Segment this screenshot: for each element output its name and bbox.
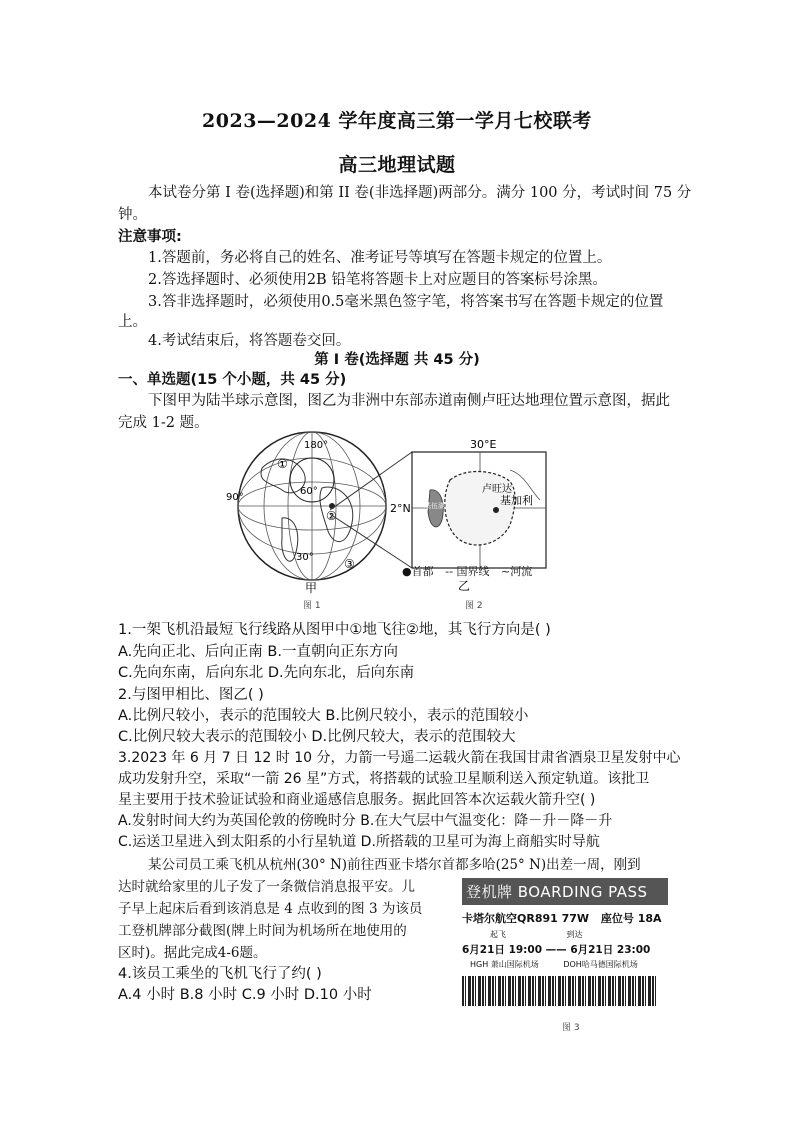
passage-2-line-5: 区时)。据此完成4-6题。 [118,945,267,961]
figure-3-caption: 图 3 [562,1023,580,1033]
boarding-pass [462,878,668,1018]
map-legend [402,563,532,579]
legend-border: -- 国界线 [445,565,490,578]
question-1-options-cd: C.先向东南，后向东北 D.先向东北，后向东南 [118,665,415,681]
question-4-options: A.4 小时 B.8 小时 C.9 小时 D.10 小时 [118,987,372,1003]
part-heading: 一、单选题(15 个小题，共 45 分) [118,372,347,388]
globe-name: 甲 [305,581,318,595]
boarding-pass-labels-row [462,929,668,940]
note-3: 3.答非选择题时，必须使用0.5毫米黑色签字笔，将答案书写在答题卡规定的位置 [148,294,664,310]
question-1-options-ab: A.先向正北、后向正南 B.一直朝向正东方向 [118,644,398,660]
boarding-pass-header: 登机牌 BOARDING PASS [462,878,668,905]
figure-1-caption: 图 1 [303,601,321,611]
depart-label: 起飞 [490,930,506,939]
figure-2-caption: 图 2 [465,601,483,611]
boarding-pass-flight: 卡塔尔航空QR891 77W [462,912,590,925]
globe-label-90: 90° [226,492,244,503]
passage-2-line-4: 工登机牌部分截图(牌上时间为机场所在地使用的 [118,923,407,939]
exam-title: 2023—2024 学年度高三第一学月七校联考 [202,110,592,132]
question-1: 1.一架飞机沿最短飞行线路从图甲中①地飞往②地，其飞行方向是( ) [118,622,551,638]
intro-line-2: 钟。 [118,207,147,223]
question-3-line-1: 3.2023 年 6 月 7 日 12 时 10 分，力箭一号遥二运载火箭在我国甘肃省酒泉卫星发射中心 [118,750,681,766]
arrive-label: 到达 [566,930,583,939]
boarding-pass-times-row: 6月21日 19:00 —— 6月21日 23:00 [462,944,651,956]
question-3-options-ab: A.发射时间大约为英国伦敦的傍晚时分 B.在大气层中气温变化：降－升－降－升 [118,813,613,829]
passage-2-line-2: 达时就给家里的儿子发了一条微信消息报平安。儿 [118,879,415,895]
note-2: 2.答选择题时、必须使用2B 铅笔将答题卡上对应题目的答案标号涂黑。 [148,272,607,288]
passage-2-line-3: 子早上起床后看到该消息是 4 点收到的图 3 为该员 [118,901,423,917]
boarding-pass-flight-row [462,910,668,926]
note-4: 4.考试结束后，将答题卷交回。 [148,333,351,349]
rwanda-label-capital: 基加利 [500,494,533,507]
legend-river: ~河流 [501,565,533,578]
note-1: 1.答题前，务必将自己的姓名、准考证号等填写在答题卡规定的位置上。 [148,250,612,266]
passage-2-line-1: 某公司员工乘飞机从杭州(30° N)前往西亚卡塔尔首都多哈(25° N)出差一周，刚到 [148,857,641,873]
passage-1-line-2: 完成 1-2 题。 [118,415,209,431]
rwanda-name: 乙 [458,579,471,593]
question-2: 2.与图甲相比、图乙( ) [118,687,264,703]
passage-1-line-1: 下图甲为陆半球示意图，图乙为非洲中东部赤道南侧卢旺达地理位置示意图，据此 [148,393,670,409]
boarding-pass-seat: 座位号 18A [600,912,662,925]
depart-airport: HGH 萧山国际机场 [470,960,539,969]
globe-point-3: ③ [344,557,355,571]
globe-point-2: ② [326,509,337,523]
notice-heading: 注意事项: [118,229,182,245]
rwanda-label-lat: 2°N [390,502,411,515]
rwanda-label-lake: 基伍湖 [424,502,445,510]
question-3-line-3: 星主要用于技术验证试验和商业遥感信息服务。据此回答本次运载火箭升空( ) [118,792,596,808]
globe-label-180: 180° [304,440,329,451]
globe-label-60: 60° [300,486,318,497]
arrive-time: 6月21日 23:00 [570,944,651,956]
intro-line-1: 本试卷分第 I 卷(选择题)和第 II 卷(非选择题)两部分。满分 100 分，考试时间 75 分 [148,185,692,201]
note-3-cont: 上。 [118,314,147,330]
exam-subtitle: 高三地理试题 [338,154,456,176]
question-4: 4.该员工乘坐的飞机飞行了约( ) [118,966,322,982]
question-2-options-cd: C.比例尺较大表示的范围较小 D.比例尺较大，表示的范围较大 [118,729,516,745]
boarding-pass-barcode [462,976,658,1006]
question-3-options-cd: C.运送卫星进入到太阳系的小行星轨道 D.所搭载的卫星可为海上商船实时导航 [118,834,600,850]
rwanda-label-lon: 30°E [470,440,497,451]
section-heading: 第 I 卷(选择题 共 45 分) [314,352,480,368]
legend-capital: ●首都 [402,565,434,578]
globe-point-1: ① [277,457,288,471]
globe-label-30: 30° [296,552,314,563]
arrive-airport: DOH哈马德国际机场 [563,960,638,969]
rwanda-label-country: 卢旺达 [482,484,512,495]
question-2-options-ab: A.比例尺较小，表示的范围较大 B.比例尺较小，表示的范围较小 [118,708,529,724]
question-3-line-2: 成功发射升空，采取“一箭 26 星”方式，将搭载的试验卫星顺利送入预定轨道。该批卫 [118,771,650,787]
depart-time: 6月21日 19:00 [462,944,542,956]
boarding-pass-airports-row [462,959,668,970]
